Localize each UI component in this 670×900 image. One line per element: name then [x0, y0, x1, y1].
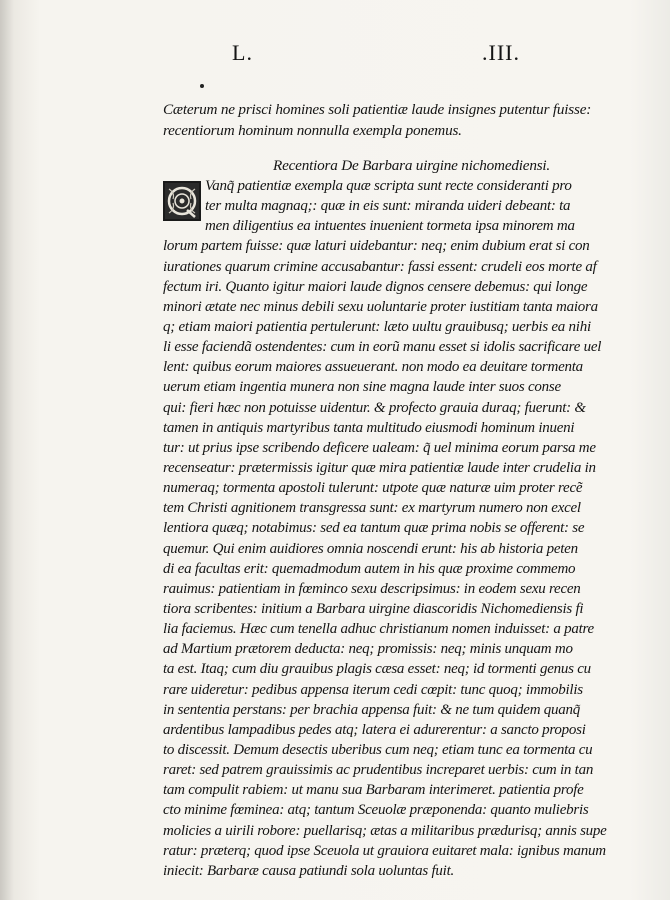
text-line: cto minime fœminea: atq; tantum Sceuolæ præponenda: quanto muliebris	[163, 802, 589, 819]
ink-dot	[200, 84, 204, 88]
text-line: uerum etiam ingentia munera non sine magna laude inter suos conse	[163, 379, 561, 396]
text-line: q; etiam maiori patientia pertulerunt: læto uultu grauibusq; uerbis ea nihi	[163, 318, 591, 335]
page-header-right: .III.	[482, 40, 520, 65]
text-line: minori ætate nec minus debili sexu uoluntarie proter iustitiam tanta maiora	[163, 298, 598, 315]
text-line: qui: fieri hæc non potuisse uidentur. & profecto grauia duraq; fuerunt: &	[163, 399, 586, 416]
binding-shadow	[0, 0, 14, 900]
text-line: to discessit. Demum desectis uberibus cum neq; etiam tunc ea tormenta cu	[163, 741, 593, 758]
text-line: ratur: præterq; quod ipse Sceuola ut grauiora euitaret mala: ignibus manum	[163, 842, 606, 859]
text-line: quemur. Qui enim auidiores omnia noscendi erunt: his ab historia peten	[163, 540, 578, 557]
text-line: ter multa magnaq;: quæ in eis sunt: miranda uideri debeant: ta	[205, 198, 571, 215]
text-line: tiora scribentes: initium a Barbara uirgine diascoridis Nichomediensis fi	[163, 600, 584, 617]
intro-line: recentiorum hominum nonnulla exempla ponemus.	[163, 122, 462, 139]
text-line: di ea facultas erit: quemadmodum autem in his quæ proxime commemo	[163, 560, 576, 577]
text-line: recenseatur: prætermissis igitur quæ mira patientiæ laude inter crudelia in	[163, 459, 596, 476]
intro-line: Cæterum ne prisci homines soli patientiæ laude insignes putentur fuisse:	[163, 101, 592, 118]
text-line: molicies a uirili robore: puellarisq; ætas a militaribus prædurisq; annis supe	[163, 822, 607, 839]
text-line: ad Martium prætorem deducta: neq; promissis: neq; minis unquam mo	[163, 641, 573, 658]
text-line: lentiora quæq; notabimus: sed ea tantum quæ prima nobis se offerent: se	[163, 520, 585, 537]
page-header-left: L.	[232, 40, 253, 65]
body-paragraph	[163, 176, 633, 881]
text-line: rauimus: patientiam in fœminco sexu descripsimus: in eodem sexu recen	[163, 580, 581, 597]
text-line: lia faciemus. Hæc cum tenella adhuc christianum nomen induisset: a patre	[163, 621, 594, 638]
text-line: iniecit: Barbaræ causa patiundi sola uoluntas fuit.	[163, 862, 454, 879]
text-line: li esse faciendã ostendentes: cum in eorũ manu esset si idolis sacrificare uel	[163, 339, 602, 356]
text-line: fectum iri. Quanto igitur maiori laude dignos censere debemus: qui longe	[163, 278, 588, 295]
intro-paragraph	[163, 99, 633, 141]
text-line: raret: sed patrem grauissimis ac prudentibus increparet uerbis: cum in tan	[163, 762, 594, 779]
text-line: lent: quibus eorum maiores assueuerant. non modo ea deuitare tormenta	[163, 359, 583, 376]
text-line: in sententia perstans: per brachia appensa fuit: & ne tum quidem quanq̃	[163, 701, 581, 718]
text-line: tur: ut prius ipse scribendo deficere ualeam: q̃ uel minima eorum parsa me	[163, 439, 596, 456]
text-line: Vanq̃ patientiæ exempla quæ scripta sunt recte consideranti pro	[205, 178, 572, 194]
text-line: tem Christi agnitionem transgressa sunt: ex martyrum numero non excel	[163, 500, 581, 517]
text-line: ardentibus lampadibus pedes atq; latera ei adurerentur: a sancto proposi	[163, 721, 586, 738]
text-line: ta est. Itaq; cum diu grauibus plagis cæsa esset: neq; id tormenti genus cu	[163, 661, 591, 678]
text-line: tam compulit rabiem: ut manu sua Barbaram interimeret. patientia profe	[163, 782, 584, 799]
section-heading: Recentiora De Barbara uirgine nichomediensi.	[273, 157, 551, 174]
text-line: men diligentius ea intuentes inuenient tormeta ipsa minorem ma	[205, 218, 575, 235]
text-line: rare uideretur: pedibus appensa iterum cedi cœpit: tunc quoq; immobilis	[163, 681, 583, 698]
text-line: lorum partem fuisse: quæ laturi uidebantur: neq; enim dubium erat si con	[163, 238, 590, 255]
text-line: iurationes quarum crimine accusabantur: fassi essent: crudeli eos morte af	[163, 258, 597, 275]
text-line: tamen in antiquis martyribus tanta multitudo eiusmodi hominum inueni	[163, 419, 575, 436]
text-line: numeraq; tormenta apostoli tulerunt: utpote quæ naturæ uim proter recẽ	[163, 480, 583, 497]
